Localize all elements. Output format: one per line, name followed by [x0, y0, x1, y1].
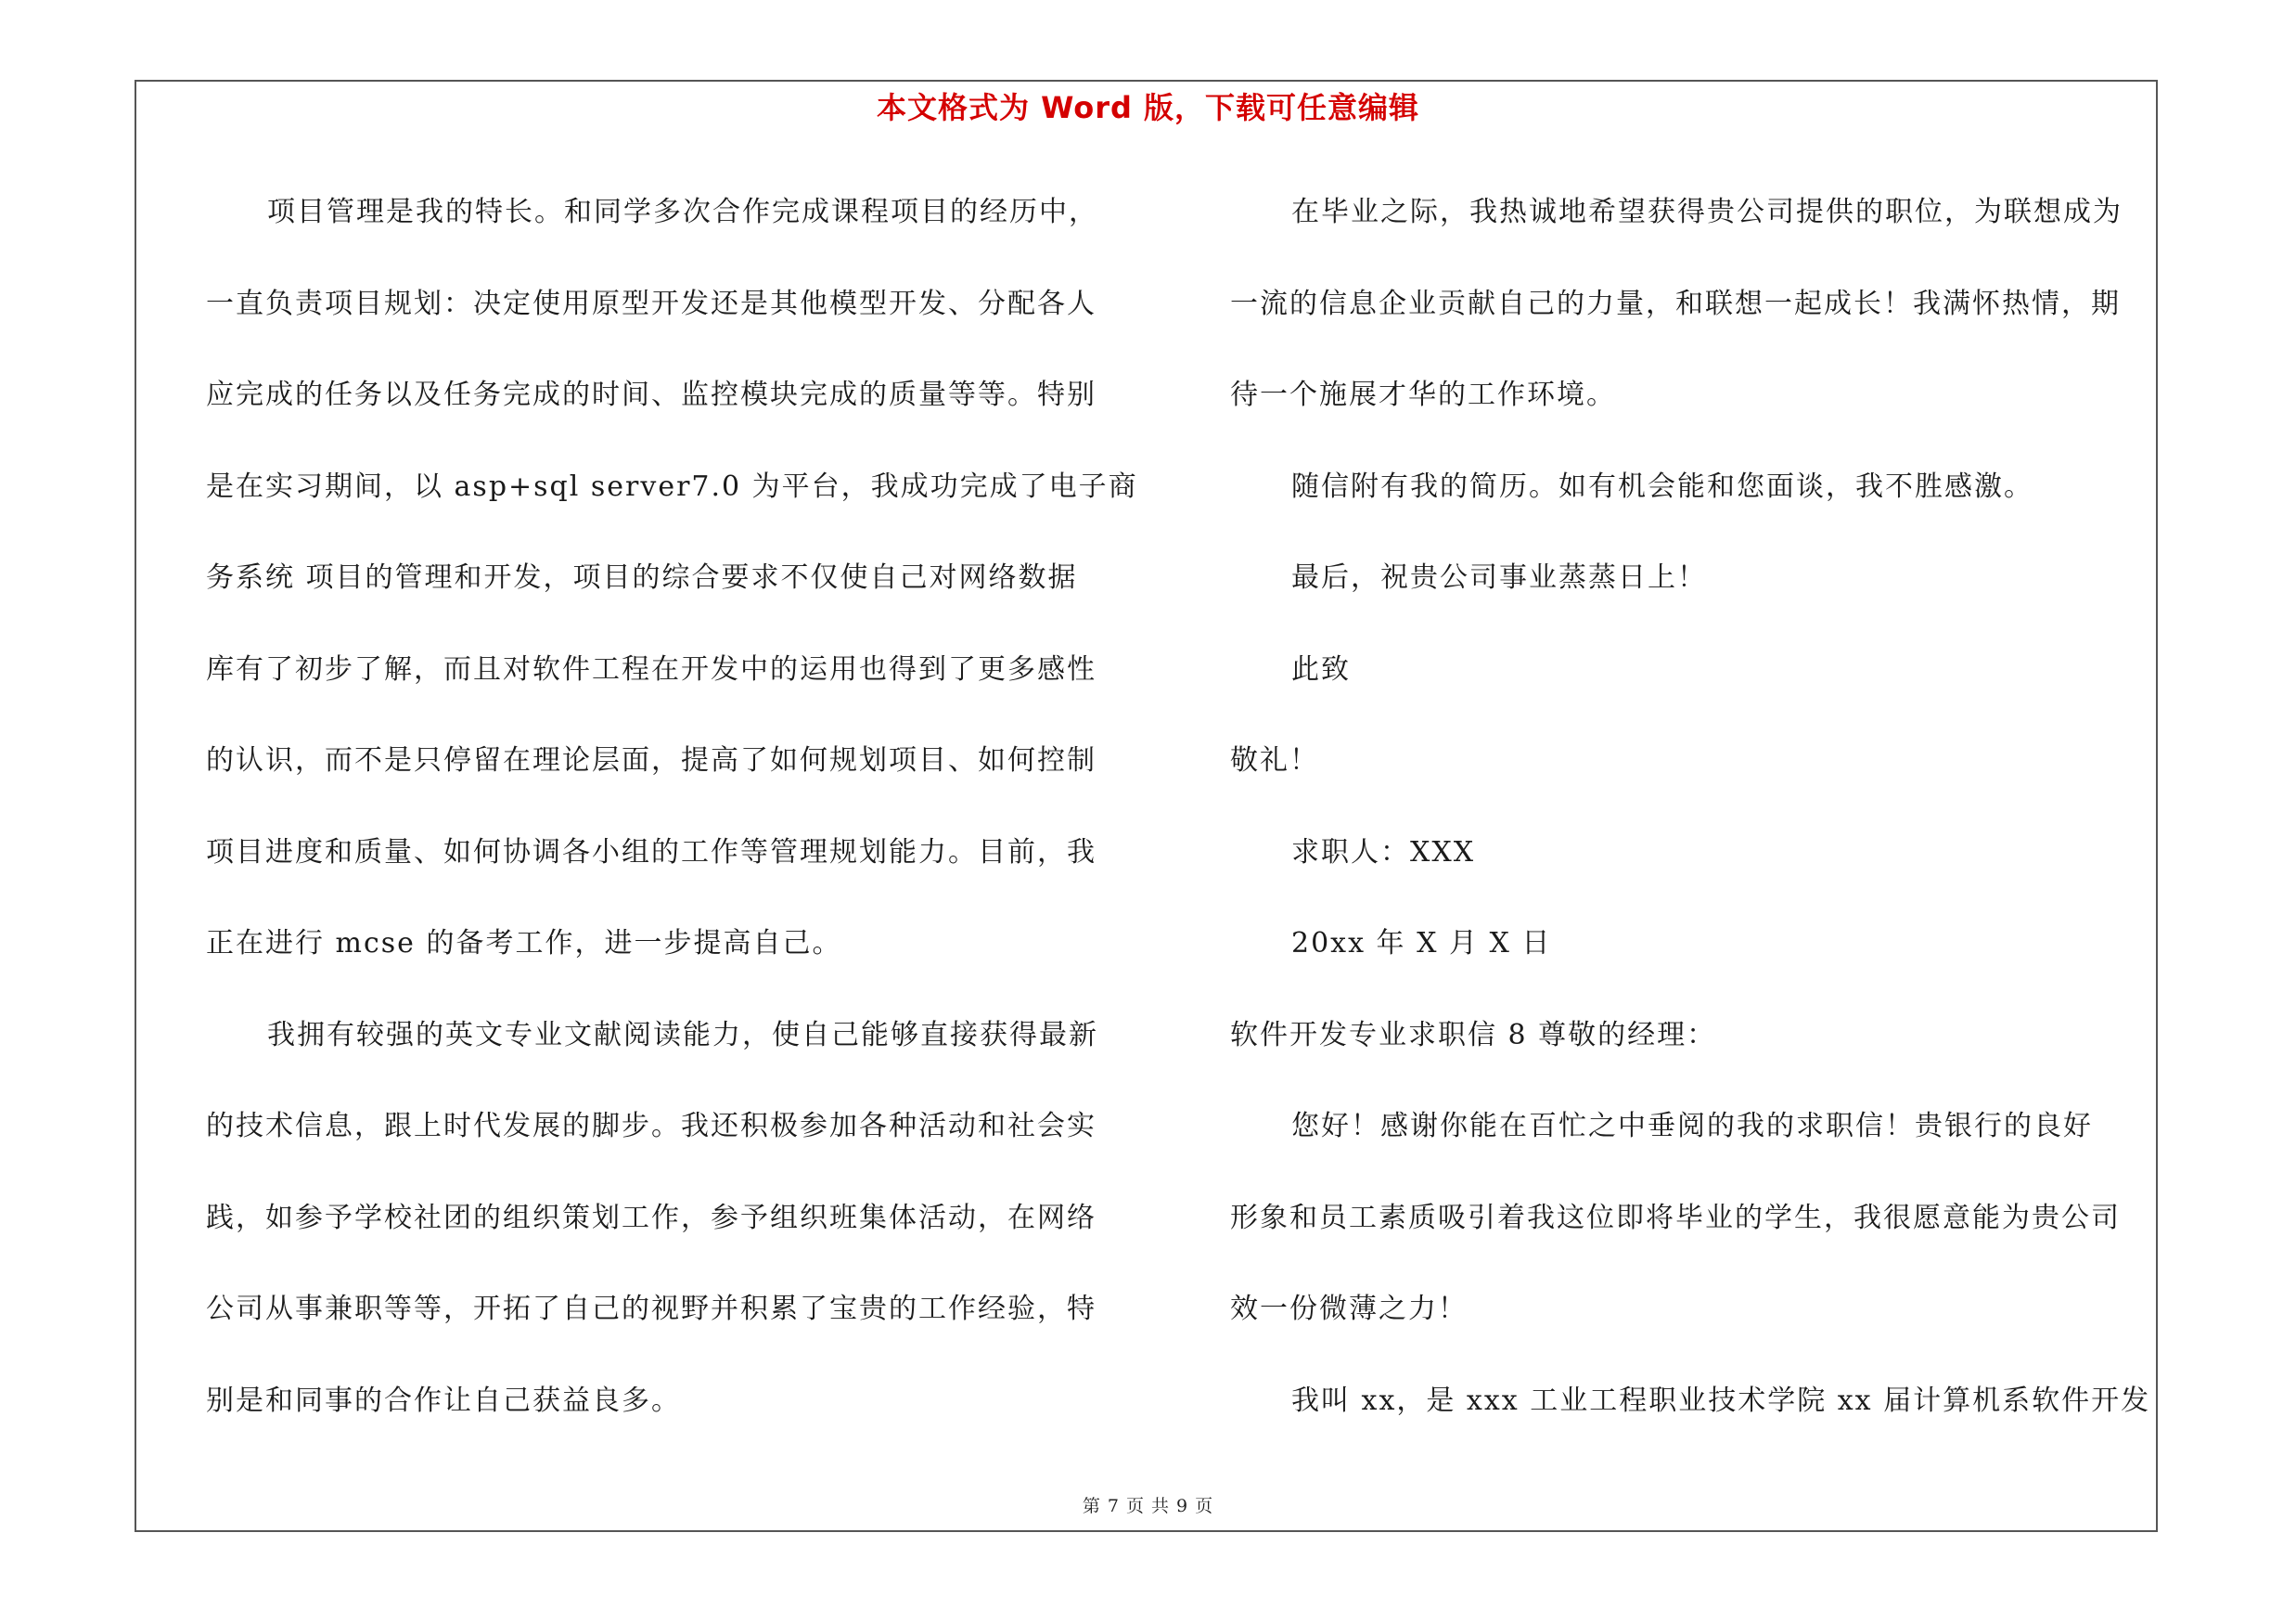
- left-column-line: 践，如参予学校社团的组织策划工作，参予组织班集体活动，在网络: [206, 1202, 1097, 1234]
- right-column-line: 在毕业之际，我热诚地希望获得贵公司提供的职位，为联想成为: [1291, 196, 2123, 228]
- right-column-line: 待一个施展才华的工作环境。: [1230, 379, 1616, 411]
- left-column-line: 我拥有较强的英文专业文献阅读能力，使自己能够直接获得最新: [267, 1019, 1098, 1051]
- left-column-line: 项目进度和质量、如何协调各小组的工作等管理规划能力。目前，我: [206, 836, 1097, 869]
- left-column-line: 一直负责项目规划：决定使用原型开发还是其他模型开发、分配各人: [206, 288, 1097, 320]
- left-column-line: 的认识，而不是只停留在理论层面，提高了如何规划项目、如何控制: [206, 744, 1097, 777]
- page-number-footer: 第 7 页 共 9 页: [1082, 1496, 1214, 1516]
- right-column-line: 此致: [1291, 653, 1351, 686]
- left-column-line: 公司从事兼职等等，开拓了自己的视野并积累了宝贵的工作经验，特: [206, 1293, 1097, 1325]
- left-column-line: 别是和同事的合作让自己获益良多。: [206, 1385, 681, 1417]
- left-column-line: 正在进行 mcse 的备考工作，进一步提高自己。: [206, 927, 842, 960]
- right-column-line: 20xx 年 X 月 X 日: [1291, 927, 1552, 960]
- left-column-line: 库有了初步了解，而且对软件工程在开发中的运用也得到了更多感性: [206, 653, 1097, 686]
- left-column-line: 的技术信息，跟上时代发展的脚步。我还积极参加各种活动和社会实: [206, 1110, 1097, 1142]
- left-column-line: 应完成的任务以及任务完成的时间、监控模块完成的质量等等。特别: [206, 379, 1097, 411]
- right-column-line: 最后，祝贵公司事业蒸蒸日上！: [1291, 561, 1707, 594]
- left-column-line: 项目管理是我的特长。和同学多次合作完成课程项目的经历中，: [267, 196, 1098, 228]
- right-column-line: 一流的信息企业贡献自己的力量，和联想一起成长！我满怀热情，期: [1230, 288, 2121, 320]
- left-column-line: 务系统 项目的管理和开发，项目的综合要求不仅使自己对网络数据: [206, 561, 1078, 594]
- right-column-line: 我叫 xx，是 xxx 工业工程职业技术学院 xx 届计算机系软件开发: [1291, 1385, 2151, 1417]
- right-column-line: 您好！感谢你能在百忙之中垂阅的我的求职信！贵银行的良好: [1291, 1110, 2093, 1142]
- left-column-line: 是在实习期间，以 asp+sql server7.0 为平台，我成功完成了电子商: [206, 470, 1138, 503]
- right-column-line: 形象和员工素质吸引着我这位即将毕业的学生，我很愿意能为贵公司: [1230, 1202, 2121, 1234]
- format-banner: 本文格式为 Word 版，下载可任意编辑: [876, 90, 1420, 125]
- right-column-line: 随信附有我的简历。如有机会能和您面谈，我不胜感激。: [1291, 470, 2033, 503]
- right-column-line: 敬礼！: [1230, 744, 1319, 777]
- right-column-line: 软件开发专业求职信 8 尊敬的经理：: [1230, 1019, 1717, 1051]
- right-column-line: 效一份微薄之力！: [1230, 1293, 1468, 1325]
- right-column-line: 求职人：XXX: [1291, 836, 1476, 869]
